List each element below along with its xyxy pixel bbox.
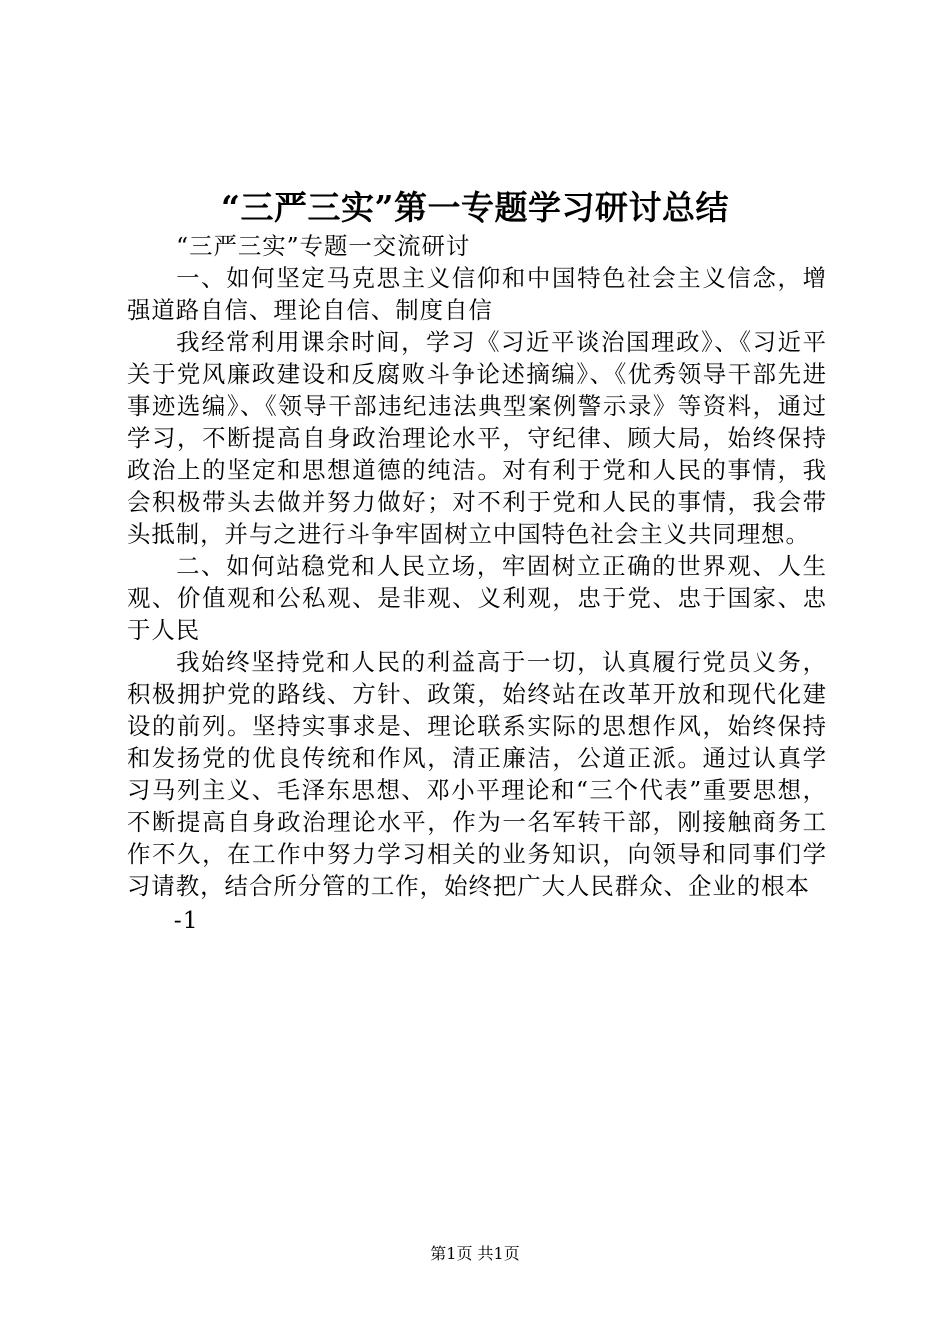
page-marker: -1: [173, 906, 199, 934]
section-heading: “三严三实”专题一交流研讨: [176, 232, 471, 260]
page-footer: 第1页 共1页: [430, 1244, 520, 1263]
document-title: “三严三实”第一专题学习研讨总结: [221, 188, 729, 227]
document-body: [127, 230, 827, 936]
question-heading-1: 一、如何坚定马克思主义信仰和中国特色社会主义信念，增强道路自信、理论自信、制度自信: [127, 264, 827, 324]
question-heading-2: 二、如何站稳党和人民立场，牢固树立正确的世界观、人生观、价值观和公私观、是非观、义利观，忠于党、忠于国家、忠于人民: [127, 552, 827, 644]
body-paragraph-2: 我始终坚持党和人民的利益高于一切，认真履行党员义务，积极拥护党的路线、方针、政策，始终站在改革开放和现代化建设的前列。坚持实事求是、理论联系实际的思想作风，始终保持和发扬党的优良传统和作风，清正廉洁，公道正派。通过认真学习马列主义、毛泽东思想、邓小平理论和“三个代表”重要思想，不断提高自身政治理论水平，作为一名军转干部，刚接触商务工作不久，在工作中努力学习相关的业务知识，向领导和同事们学习请教，结合所分管的工作，始终把广大人民群众、企业的根本: [127, 648, 827, 900]
body-paragraph-1: 我经常利用课余时间，学习《习近平谈治国理政》、《习近平关于党风廉政建设和反腐败斗争论述摘编》、《优秀领导干部先进事迹选编》、《领导干部违纪违法典型案例警示录》等资料，通过学习，不断提高自身政治理论水平，守纪律、顾大局，始终保持政治上的坚定和思想道德的纯洁。对有利于党和人民的事情，我会积极带头去做并努力做好；对不利于党和人民的事情，我会带头抵制，并与之进行斗争牢固树立中国特色社会主义共同理想。: [127, 328, 827, 548]
